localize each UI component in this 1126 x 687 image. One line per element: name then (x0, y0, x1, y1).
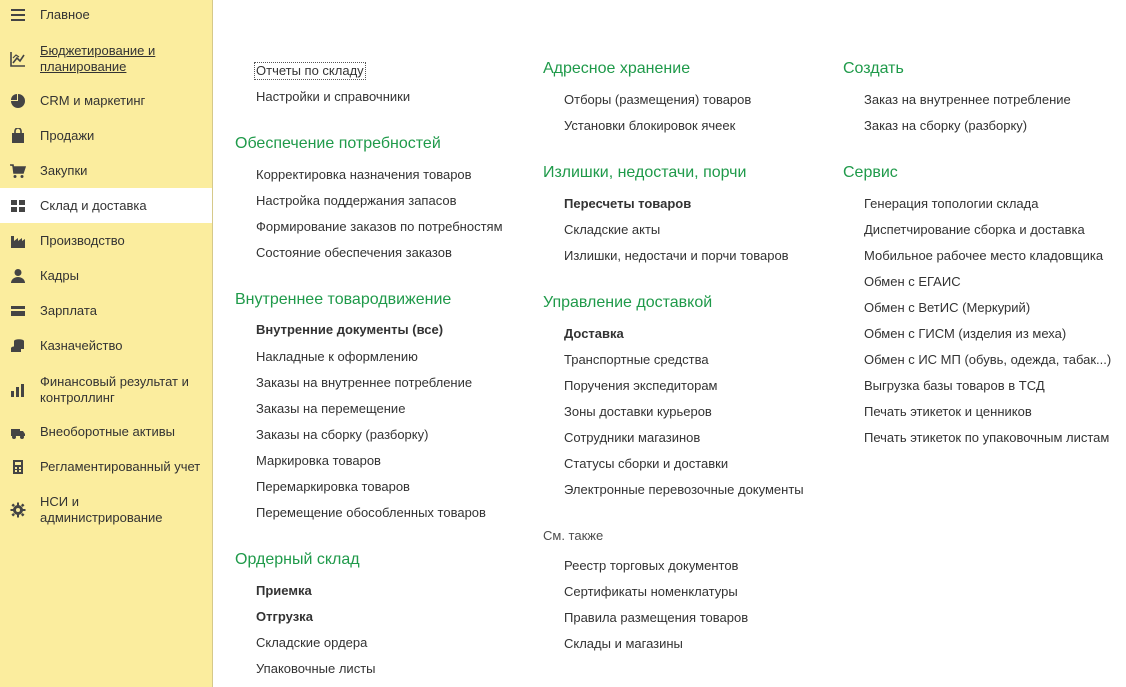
link-item[interactable]: Обмен с ВетИС (Меркурий) (864, 300, 1031, 315)
link-item[interactable]: Реестр торговых документов (564, 558, 739, 573)
link-item[interactable]: Печать этикеток по упаковочным листам (864, 430, 1110, 445)
link-item[interactable]: Формирование заказов по потребностям (256, 219, 503, 234)
link-item[interactable]: Приемка (256, 583, 312, 598)
link-item[interactable]: Корректировка назначения товаров (256, 167, 472, 182)
link-item[interactable]: Выгрузка базы товаров в ТСД (864, 378, 1045, 393)
sections-sidebar (0, 0, 213, 687)
person-icon (9, 267, 27, 285)
link-item[interactable]: Транспортные средства (564, 352, 709, 367)
cart-icon (9, 162, 27, 180)
link-item[interactable]: Печать этикеток и ценников (864, 404, 1032, 419)
link-item[interactable]: Состояние обеспечения заказов (256, 245, 452, 260)
wallet-icon (9, 302, 27, 320)
link-warehouse-reports[interactable]: Отчеты по складу (256, 63, 364, 78)
coins-icon (9, 337, 27, 355)
group-title-needs-provision: Обеспечение потребностей (235, 135, 441, 152)
sidebar-item-label: Продажи (40, 128, 95, 143)
link-item[interactable]: Обмен с ГИСМ (изделия из меха) (864, 326, 1067, 341)
link-item[interactable]: Перемещение обособленных товаров (256, 505, 486, 520)
sidebar-item-main[interactable] (0, 5, 212, 25)
link-item[interactable]: Генерация топологии склада (864, 196, 1039, 211)
pie-chart-icon (9, 92, 27, 110)
sidebar-item-hr[interactable] (0, 266, 212, 286)
link-item[interactable]: Излишки, недостачи и порчи товаров (564, 248, 789, 263)
factory-icon (9, 232, 27, 250)
group-title-address-storage: Адресное хранение (543, 60, 691, 77)
see-also-title: См. также (543, 528, 604, 543)
truck-icon (9, 423, 27, 441)
group-title-internal-movement: Внутреннее товародвижение (235, 291, 452, 308)
link-item[interactable]: Статусы сборки и доставки (564, 456, 729, 471)
sidebar-item-label: НСИ и администрирование (40, 494, 163, 525)
link-item[interactable]: Накладные к оформлению (256, 349, 418, 364)
sidebar-item-label: CRM и маркетинг (40, 93, 146, 108)
bar-chart-icon (9, 381, 27, 399)
sidebar-item-label: Финансовый результат и контроллинг (40, 374, 189, 405)
link-item[interactable]: Поручения экспедиторам (564, 378, 718, 393)
link-item[interactable]: Сертификаты номенклатуры (564, 584, 738, 599)
link-item[interactable]: Упаковочные листы (256, 661, 376, 676)
link-item[interactable]: Заказ на сборку (разборку) (864, 118, 1028, 133)
sidebar-item-label: Бюджетирование и планирование (40, 43, 156, 74)
link-item[interactable]: Обмен с ИС МП (обувь, одежда, табак...) (864, 352, 1112, 367)
link-item[interactable]: Склады и магазины (564, 636, 683, 651)
group-title-order-warehouse: Ордерный склад (235, 551, 360, 568)
link-settings-and-catalogs[interactable]: Настройки и справочники (256, 89, 411, 104)
group-title-delivery-management: Управление доставкой (543, 294, 713, 311)
link-item[interactable]: Установки блокировок ячеек (564, 118, 736, 133)
sidebar-item-production[interactable] (0, 231, 212, 251)
sidebar-item-label: Закупки (40, 163, 88, 178)
link-item[interactable]: Пересчеты товаров (564, 196, 692, 211)
link-item[interactable]: Заказы на сборку (разборку) (256, 427, 429, 442)
link-item[interactable]: Заказы на перемещение (256, 401, 406, 416)
link-item[interactable]: Настройка поддержания запасов (256, 193, 457, 208)
sidebar-item-label: Кадры (40, 268, 79, 283)
sidebar-item-label: Главное (40, 7, 90, 22)
sidebar-item-sales[interactable] (0, 126, 212, 146)
sidebar-item-label: Внеоборотные активы (40, 424, 176, 439)
link-item[interactable]: Складские акты (564, 222, 661, 237)
sidebar-item-label: Регламентированный учет (40, 459, 201, 474)
sidebar-item-label: Склад и доставка (40, 197, 147, 213)
shopping-bag-icon (9, 127, 27, 145)
gear-icon (9, 501, 27, 519)
sidebar-item-treasury[interactable] (0, 336, 212, 356)
sidebar-item-label: Производство (40, 233, 125, 248)
warehouse-grid-icon (9, 197, 27, 215)
sidebar-item-budgeting[interactable] (0, 42, 212, 76)
link-item[interactable]: Отгрузка (256, 609, 313, 624)
link-item[interactable]: Мобильное рабочее место кладовщика (864, 248, 1104, 263)
group-title-surplus-shortage: Излишки, недостачи, порчи (543, 164, 747, 181)
sidebar-item-label: Зарплата (40, 303, 97, 318)
link-item[interactable]: Складские ордера (256, 635, 368, 650)
section-content-panel (214, 0, 1126, 687)
sidebar-item-purchases[interactable] (0, 161, 212, 181)
sidebar-item-regulated-accounting[interactable] (0, 457, 212, 477)
link-item[interactable]: Обмен с ЕГАИС (864, 274, 961, 289)
link-item[interactable]: Сотрудники магазинов (564, 430, 701, 445)
group-title-service: Сервис (843, 164, 898, 181)
sidebar-item-financial-result[interactable] (0, 373, 212, 407)
sidebar-item-salary[interactable] (0, 301, 212, 321)
sidebar-item-label: Казначейство (40, 338, 123, 353)
link-item[interactable]: Внутренние документы (все) (256, 322, 444, 337)
sidebar-item-admin[interactable] (0, 493, 212, 527)
link-item[interactable]: Маркировка товаров (256, 453, 381, 468)
link-item[interactable]: Зоны доставки курьеров (564, 404, 712, 419)
link-item[interactable]: Заказы на внутреннее потребление (256, 375, 473, 390)
link-item[interactable]: Отборы (размещения) товаров (564, 92, 752, 107)
link-item[interactable]: Заказ на внутреннее потребление (864, 92, 1071, 107)
link-item[interactable]: Диспетчирование сборка и доставка (864, 222, 1085, 237)
sidebar-item-fixed-assets[interactable] (0, 422, 212, 442)
calculator-icon (9, 458, 27, 476)
sidebar-item-crm[interactable] (0, 91, 212, 111)
link-item[interactable]: Доставка (564, 326, 624, 341)
link-item[interactable]: Электронные перевозочные документы (564, 482, 804, 497)
menu-icon (9, 6, 27, 24)
group-title-create: Создать (843, 60, 904, 77)
budget-chart-icon (9, 50, 27, 68)
sidebar-item-warehouse[interactable] (0, 188, 212, 223)
link-item[interactable]: Перемаркировка товаров (256, 479, 410, 494)
link-item[interactable]: Правила размещения товаров (564, 610, 749, 625)
